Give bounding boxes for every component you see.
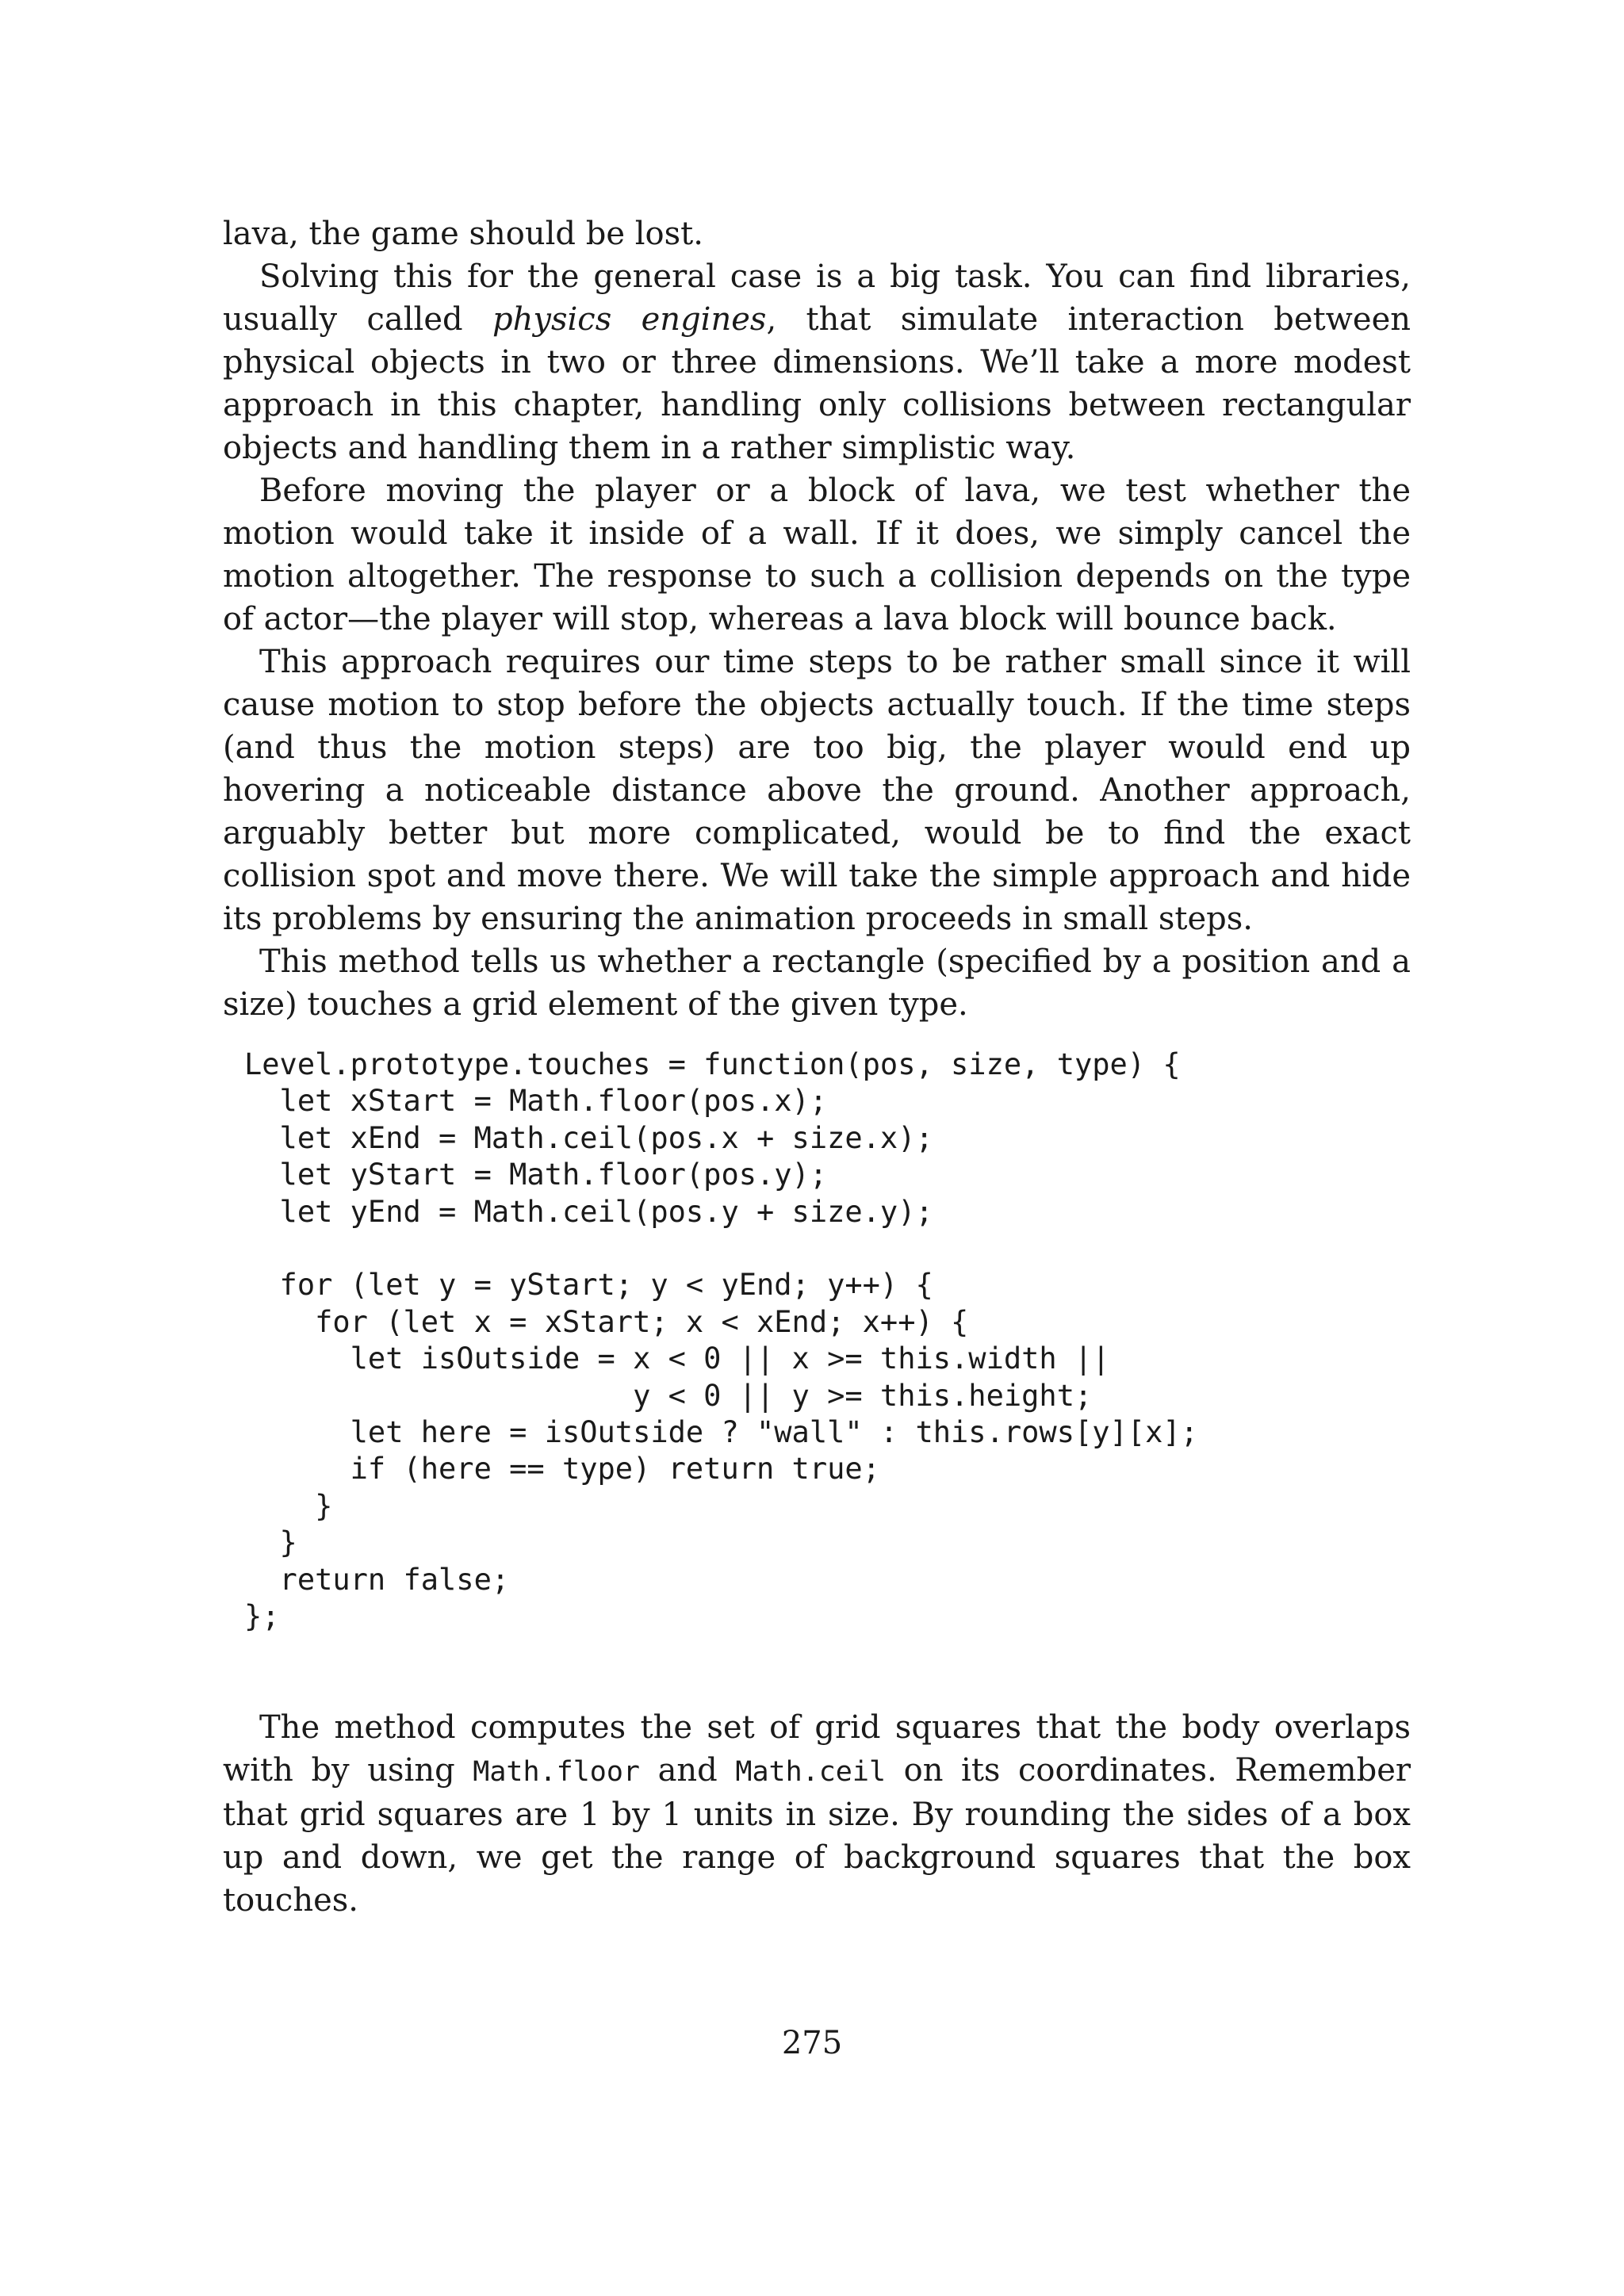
paragraph-physics-engines [223,255,1411,469]
paragraph-grid-squares [223,1706,1411,1922]
code-listing: Level.prototype.touches = function(pos, size, type) { let xStart = Math.floor(pos.x); let xEnd = Math.ceil(pos.x + size.x); let yStart = Math.floor(pos.y); let yEnd = Math.ceil(pos.y + size.y); for (let y = yStart; y < yEnd; y++) { for (let x = xStart; x < xEnd; x++) { let isOutside = x < 0 || x >= this.width || y < 0 || y >= this.height; let here = isOutside ? "wall" : this.rows[y][x]; if (here == type) return true; } } return false; }; [244,1047,1198,1634]
paragraph-text: and [639,1752,736,1789]
paragraph-collision-test: Before moving the player or a block of lava, we test whether the motion would take it inside of a wall. If it does, we simply cancel the motion altogether. The response to such a collision depends on the type of actor—the player will stop, whereas a lava block will bounce back. [223,473,1411,637]
body-text-top [223,212,1411,1026]
emphasis-term: physics engines [492,301,767,338]
paragraph-text: , that simulate interaction between physical objects in two or three dimensions. We’ll take a more modest approach in this chapter, handling only collisions between rectangular objects and handling them in a rather simplistic way. [223,301,1411,466]
inline-code: Math.ceil [735,1756,887,1788]
paragraph-continuation: lava, the game should be lost. [223,216,703,252]
paragraph-text: on its coordinates. Remember that grid squares are 1 by 1 units in size. By rounding the sides of a box up and down, we get the range of background squares that the box touches. [223,1752,1411,1919]
paragraph-text: Solving this for the general case is a big task. You can find libraries, usually called [223,258,1411,338]
paragraph-text: The method computes the set of grid squares that the body overlaps with by using [223,1709,1411,1789]
page-number: 275 [781,2025,843,2061]
paragraph-method-intro: This method tells us whether a rectangle (specified by a position and a size) touches a grid element of the given type. [223,943,1411,1023]
inline-code: Math.floor [473,1756,640,1788]
body-text-bottom [223,1706,1411,1922]
paragraph-time-steps: This approach requires our time steps to be rather small since it will cause motion to stop before the objects actually touch. If the time steps (and thus the motion steps) are too big, the player would end up hovering a noticeable distance above the ground. Another approach, arguably better but more complicated, would be to find the exact collision spot and move there. We will take the simple approach and hide its problems by ensuring the animation proceeds in small steps. [223,644,1411,937]
